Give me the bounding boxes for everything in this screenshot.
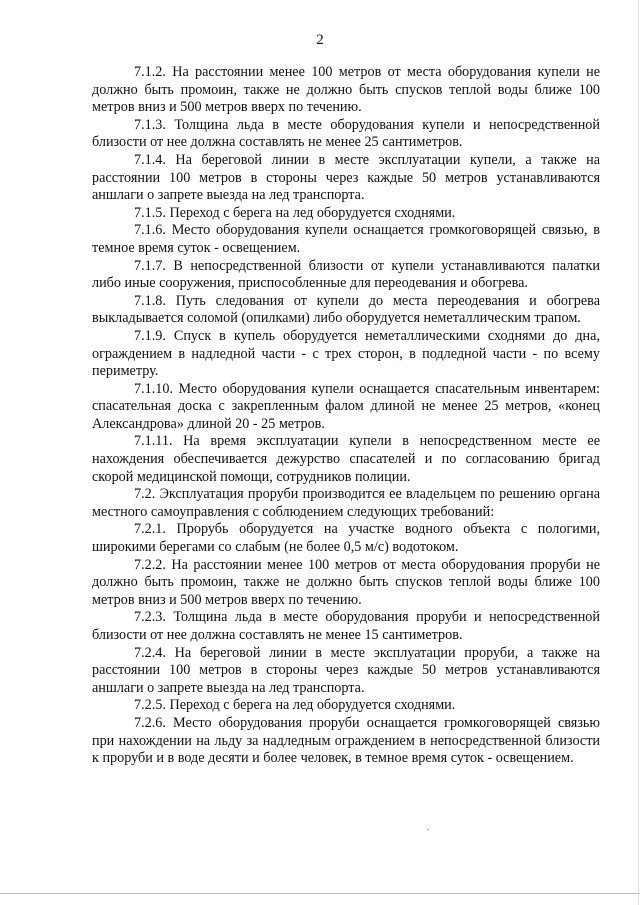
scan-right-edge xyxy=(638,0,639,905)
scan-speck: · xyxy=(426,825,430,836)
scan-edge-line xyxy=(0,893,640,894)
page-number: 2 xyxy=(316,32,324,48)
clause-7-2-3: 7.2.3. Толщина льда в месте оборудования проруби и непосредственной близости от нее должна составлять не менее 15 сантиметров. xyxy=(92,609,600,643)
clause-7-1-10: 7.1.10. Место оборудования купели оснащается спасательным инвентарем: спасательная доска с закрепленным фалом длиной не менее 25 метров, «конец Александрова» длиной 20 - 25 метров. xyxy=(92,380,600,432)
clause-7-1-4: 7.1.4. На береговой линии в месте эксплуатации купели, а также на расстоянии 100 метров в стороны через каждые 50 метров устанавливаются аншлаги о запрете выезда на лед транспорта. xyxy=(92,151,600,204)
clause-7-1-6: 7.1.6. Место оборудования купели оснащается громкоговорящей связью, в темное время суток - освещением. xyxy=(92,222,600,256)
clause-7-1-8: 7.1.8. Путь следования от купели до места переодевания и обогрева выкладывается соломой (опилками) либо оборудуется неметаллическим трапом. xyxy=(92,292,600,327)
clause-7-1-3: 7.1.3. Толщина льда в месте оборудования купели и непосредственной близости от нее должна составлять не менее 25 сантиметров. xyxy=(92,116,600,151)
clause-7-1-5: 7.1.5. Переход с берега на лед оборудуется сходнями. xyxy=(134,204,456,221)
clause-7-2-4: 7.2.4. На береговой линии в месте эксплуатации проруби, а также на расстоянии 100 метров в стороны через каждые 50 метров устанавливаются аншлаги о запрете выезда на лед транспорта. xyxy=(92,644,600,696)
clause-7-1-11: 7.1.11. На время эксплуатации купели в непосредственном месте ее нахождения обеспечивается дежурство спасателей и по согласованию бригад скорой медицинской помощи, сотрудников полиции. xyxy=(92,433,600,485)
clause-7-2: 7.2. Эксплуатация проруби производится ее владельцем по решению органа местного самоуправления с соблюдением следующих требований: xyxy=(92,486,600,520)
clause-7-1-7: 7.1.7. В непосредственной близости от купели устанавливаются палатки либо иные сооружения, приспособленные для переодевания и обогрева. xyxy=(92,257,600,292)
clause-7-2-2: 7.2.2. На расстоянии менее 100 метров от места оборудования проруби не должно быть промоин, также не должно быть спусков теплой воды ближе 100 метров вниз и 500 метров вверх по течению. xyxy=(92,556,600,608)
document-body xyxy=(92,64,600,768)
clause-7-1-9: 7.1.9. Спуск в купель оборудуется неметаллическими сходнями до дна, ограждением в надледной части - с трех сторон, в подледной части - по всему периметру. xyxy=(92,327,600,380)
clause-7-2-1: 7.2.1. Прорубь оборудуется на участке водного объекта с пологими, широкими берегами со слабым (не более 0,5 м/с) водотоком. xyxy=(92,521,600,556)
clause-7-2-6: 7.2.6. Место оборудования проруби оснащается громкоговорящей связью при нахождении на льду за надледным ограждением в непосредственной близости к проруби и в воде десяти и более человек, в темное время суток - освещением. xyxy=(92,714,600,767)
clause-7-2-5: 7.2.5. Переход с берега на лед оборудуется сходнями. xyxy=(134,697,456,714)
clause-7-1-2: 7.1.2. На расстоянии менее 100 метров от места оборудования купели не должно быть промоин, также не должно быть спусков теплой воды ближе 100 метров вниз и 500 метров вверх по течению. xyxy=(92,64,600,116)
